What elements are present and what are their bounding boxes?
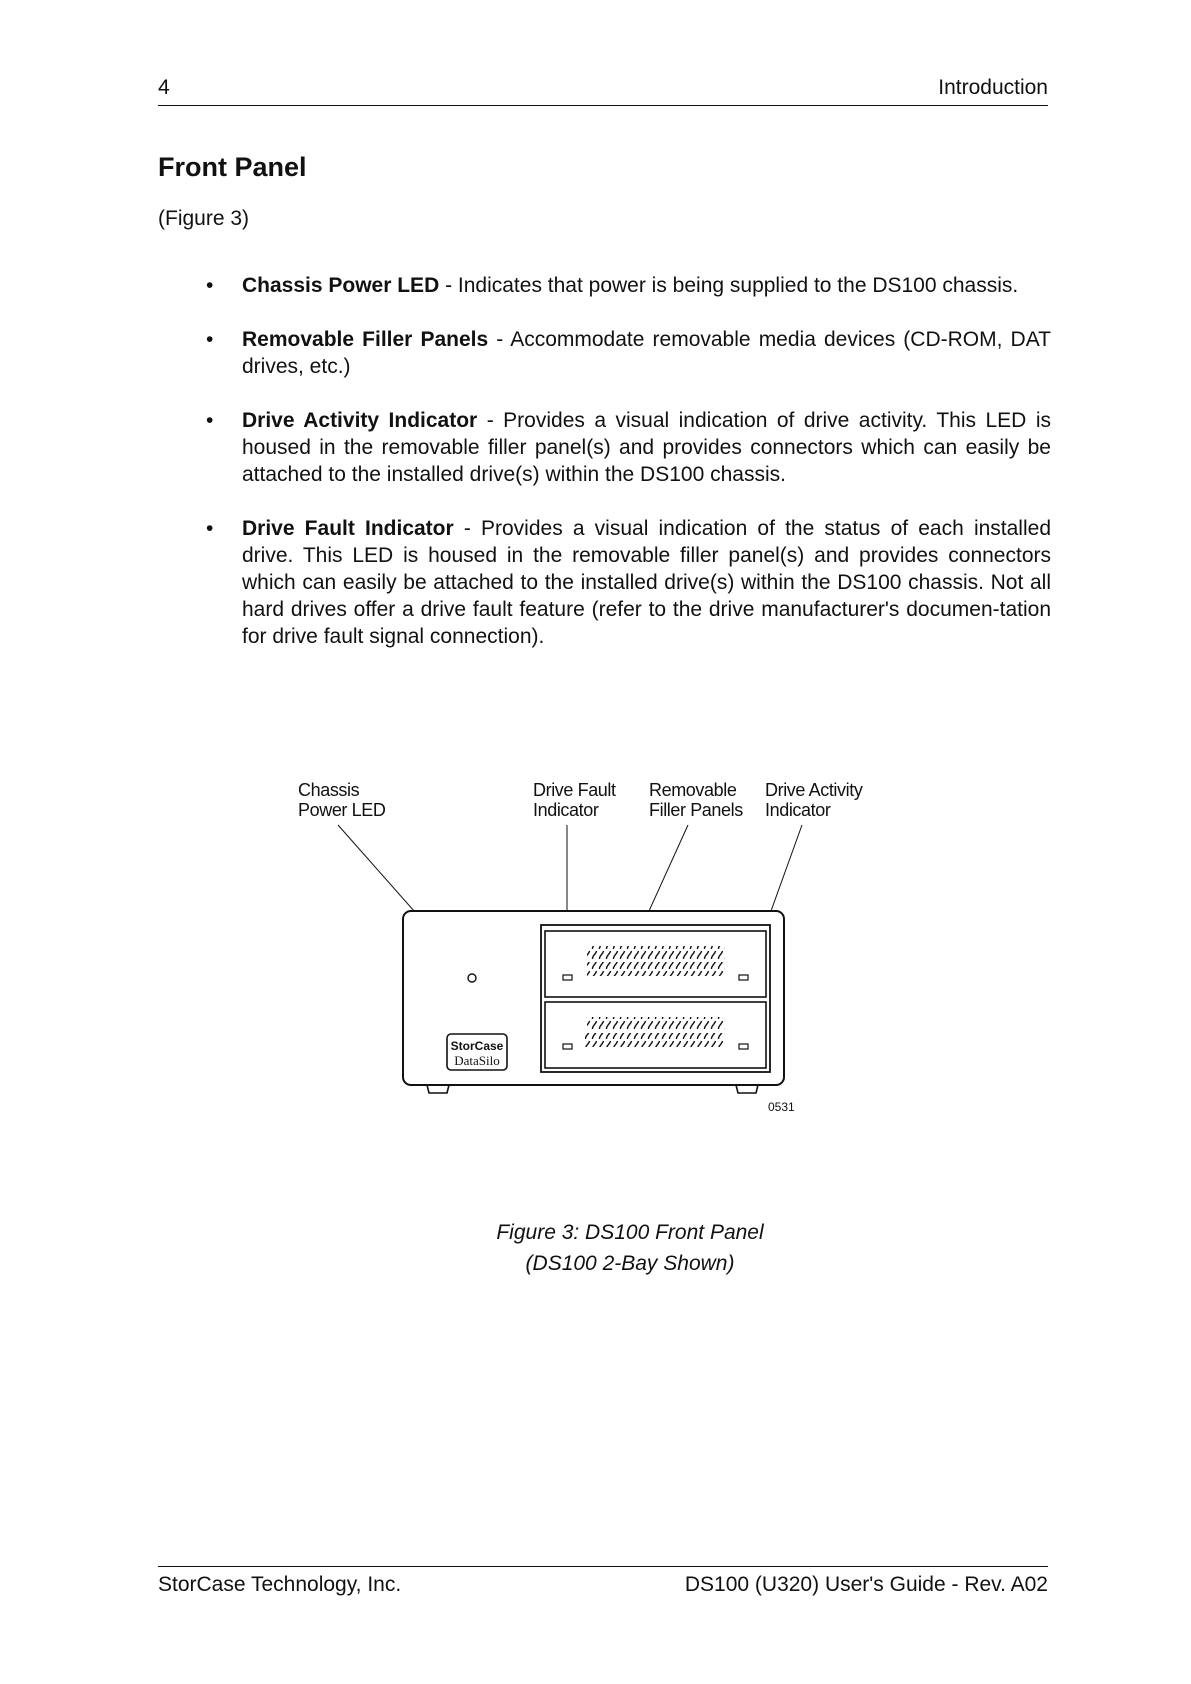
label-line: Chassis [298, 780, 360, 800]
item-text: - Indicates that power is being supplied to the DS100 chassis. [439, 274, 1019, 297]
vent-slots [585, 1033, 723, 1047]
figure-reference: (Figure 3) [158, 207, 250, 230]
page-footer [158, 1566, 1048, 1597]
bullet-icon: • [206, 274, 214, 297]
item-term: Chassis Power LED [242, 274, 440, 297]
vent-slots [587, 962, 725, 976]
caption-line: (DS100 2-Bay Shown) [525, 1252, 735, 1275]
figure-caption [300, 1217, 960, 1279]
list-item [206, 272, 1051, 299]
page-header [158, 76, 1048, 106]
figure-code: 0531 [768, 1100, 795, 1114]
chassis-foot [736, 1085, 758, 1093]
label-line: Filler Panels [649, 800, 743, 820]
footer-doc-title: DS100 (U320) User's Guide - Rev. A02 [684, 1573, 1048, 1596]
bullet-icon: • [206, 328, 214, 351]
item-term: Drive Activity Indicator [242, 409, 478, 432]
item-text: - Provides a visual indication of the status of each installed drive. This LED is housed in the removable filler panel(s) and provides connectors which can easily be attached to the installed drive(s) within the DS100 chassis. Not all hard drives offer a drive fault feature (refer to the drive manufacturer's documen-tation for drive fault signal connection). [242, 517, 1051, 648]
vent-slots [587, 946, 725, 960]
drive-fault-led [563, 1044, 572, 1049]
label-line: Power LED [298, 800, 386, 820]
page-title: Front Panel [158, 152, 307, 182]
label-line: Removable [649, 780, 737, 800]
label-line: Indicator [765, 800, 831, 820]
list-item [206, 407, 1051, 488]
logo-text: DataSilo [454, 1053, 500, 1068]
chassis-foot [427, 1085, 449, 1093]
drive-activity-led [739, 1044, 748, 1049]
vent-slots [587, 1017, 725, 1031]
feature-list [206, 272, 1051, 677]
bullet-icon: • [206, 409, 214, 432]
drive-activity-led [739, 975, 748, 980]
list-item [206, 326, 1051, 380]
item-text: - Accommodate removable media devices (CD-ROM, DAT drives, etc.) [242, 328, 1051, 378]
item-text: - Provides a visual indication of drive activity. This LED is housed in the removable filler panel(s) and provides connectors which can easily be attached to the installed drive(s) within the DS100 chassis. [242, 409, 1051, 486]
page-number: 4 [158, 76, 170, 99]
chassis-drawing [290, 780, 910, 1120]
label-line: Drive Fault [533, 780, 616, 800]
label-line: Drive Activity [765, 780, 863, 800]
section-title: Introduction [938, 76, 1048, 99]
item-term: Removable Filler Panels [242, 328, 489, 351]
item-term: Drive Fault Indicator [242, 517, 454, 540]
list-item [206, 515, 1051, 650]
label-line: Indicator [533, 800, 599, 820]
front-panel-figure [290, 780, 910, 1120]
logo-text: StorCase [450, 1039, 504, 1053]
caption-line: Figure 3: DS100 Front Panel [496, 1221, 764, 1244]
power-led [468, 974, 476, 982]
footer-company: StorCase Technology, Inc. [158, 1573, 402, 1596]
drive-fault-led [563, 975, 572, 980]
leader-line [644, 825, 688, 922]
bullet-icon: • [206, 517, 214, 540]
